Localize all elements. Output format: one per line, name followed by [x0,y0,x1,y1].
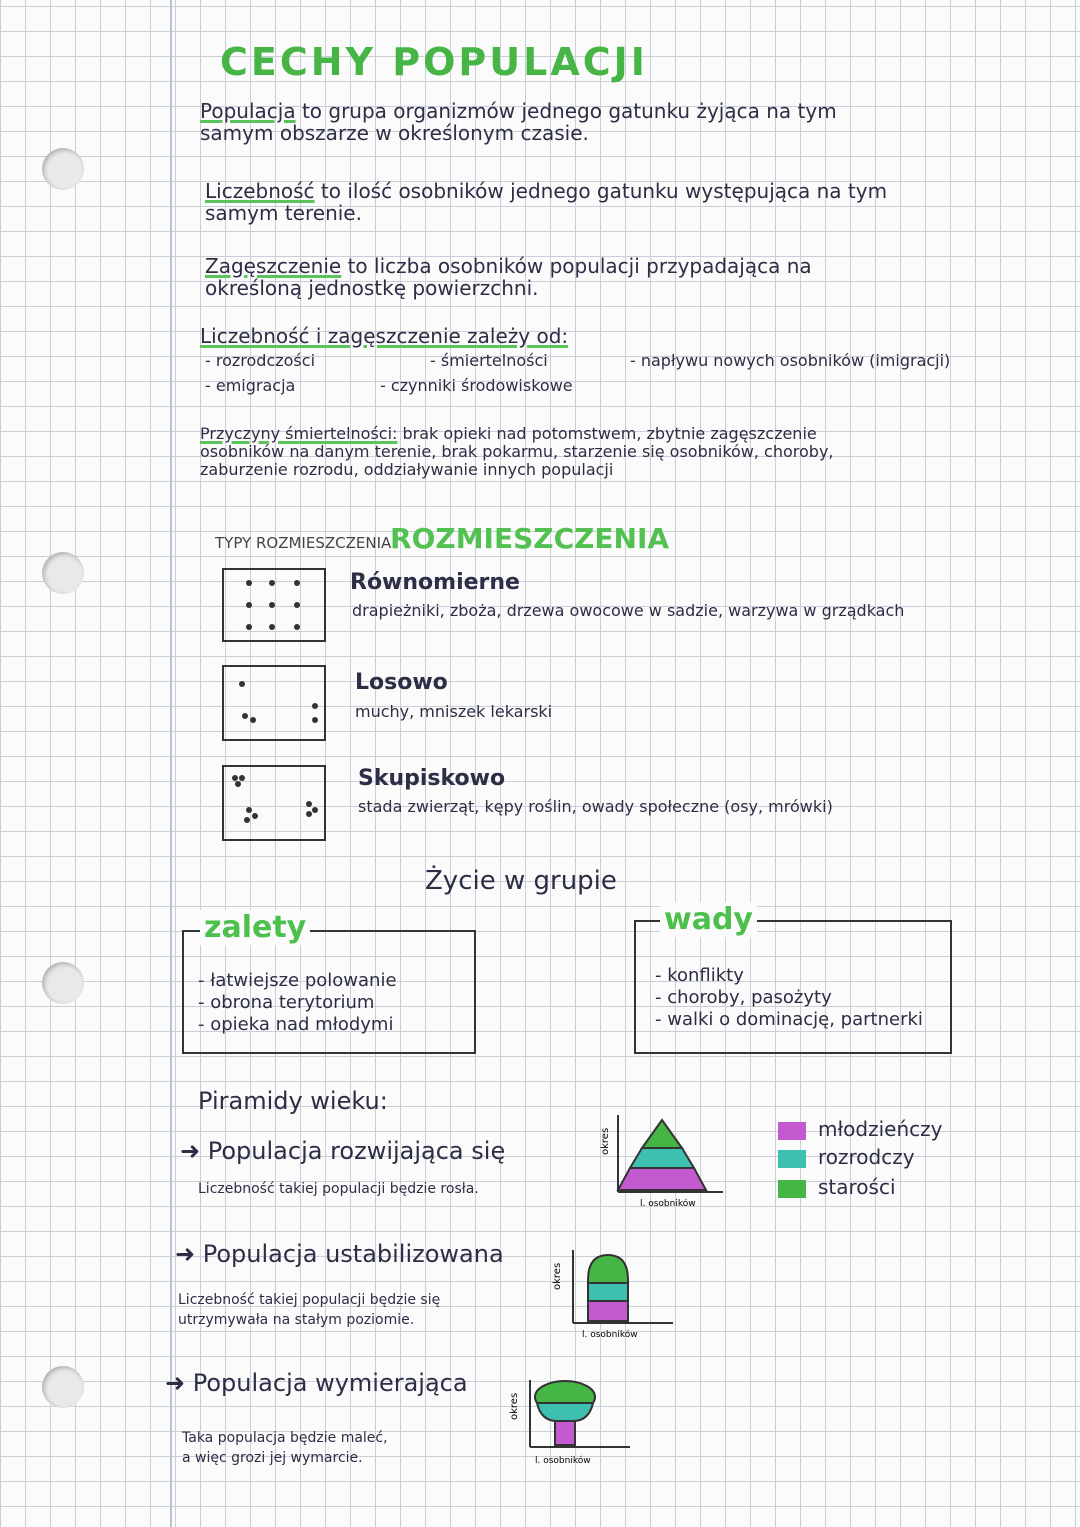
definition-liczebnosc [205,180,1025,224]
definition-line: to ilość osobników jednego gatunku występująca na tym [320,179,888,203]
pyramid-name: ➜ Populacja ustabilizowana [175,1240,504,1268]
term-liczebnosc: Liczebność [205,179,315,203]
punch-hole [42,552,84,594]
mortality-causes: Przyczyny śmiertelności: brak opieki nad potomstwem, zbytnie zagęszczenie osobników na danym terenie, brak pokarmu, starzenie się osobników, choroby, zaburzenie rozrodu, oddziaływanie innych populacji [200,424,834,479]
factor-item: - śmiertelności [430,351,548,370]
margin-line [170,0,172,1527]
definition-line: określoną jednostkę powierzchni. [205,276,539,300]
pyramid-desc: Taka populacja będzie maleć, a więc grozi jej wymarcie. [182,1430,388,1466]
pyramids-heading: Piramidy wieku: [198,1087,388,1115]
group-life-heading: Życie w grupie [425,866,617,896]
axis-label-y: okres [600,1127,611,1155]
distribution-clumped-diagram [222,765,326,841]
definition-line: to liczba osobników populacji przypadająca na [347,254,812,278]
legend-swatch-reproductive [778,1150,806,1168]
legend-swatch-juvenile [778,1122,806,1140]
term-populacja: Populacja [200,99,296,123]
axis-label-y: okres [552,1262,563,1290]
pros-label: zalety [200,910,310,945]
axis-label-y: okres [509,1392,520,1420]
factor-item: - rozrodczości [205,351,316,370]
axis-label-x: l. osobników [535,1456,591,1466]
factors-heading: Liczebność i zagęszczenie zależy od: [200,324,569,348]
pyramid-desc: Liczebność takiej populacji będzie się utrzymywała na stałym poziomie. [178,1292,441,1328]
cons-item: - choroby, pasożyty [655,987,832,1008]
punch-hole [42,1366,84,1408]
page-title: CECHY POPULACJI [220,40,648,84]
cons-item: - konflikty [655,965,744,986]
distribution-heading: TYPY ROZMIESZCZENIA ROZMIESZCZENIA [215,522,670,555]
distribution-examples: muchy, mniszek lekarski [355,702,553,721]
term-zageszczenie: Zagęszczenie [205,254,342,278]
legend-label: młodzieńczy [818,1117,943,1141]
axis-label-x: l. osobników [640,1199,696,1209]
distribution-name: Skupiskowo [358,766,506,791]
definition-zageszczenie [205,255,1025,299]
pyramid-growing-diagram [598,1110,728,1210]
pros-item: - opieka nad młodymi [198,1014,394,1035]
punch-hole [42,148,84,190]
distribution-name: Równomierne [350,570,520,595]
definition-populacja [200,100,1020,144]
distribution-name: Losowo [355,670,448,695]
factor-item: - napływu nowych osobników (imigracji) [630,351,951,370]
distribution-examples: drapieżniki, zboża, drzewa owocowe w sadzie, warzywa w grządkach [352,601,905,620]
pyramid-declining-diagram [505,1375,645,1475]
definition-line: samym obszarze w określonym czasie. [200,121,589,145]
term-mortality: Przyczyny śmiertelności: [200,424,398,443]
distribution-uniform-diagram [222,568,326,642]
cons-label: wady [660,902,757,937]
cons-list [655,965,923,1031]
punch-hole [42,962,84,1004]
pyramid-name: ➜ Populacja rozwijająca się [180,1137,506,1165]
legend-swatch-old-age [778,1180,806,1198]
legend-label: starości [818,1175,896,1199]
factor-item: - czynniki środowiskowe [380,376,573,395]
distribution-random-diagram [222,665,326,741]
pyramid-stable-diagram [548,1245,678,1345]
definition-line: to grupa organizmów jednego gatunku żyjąca na tym [301,99,837,123]
cons-item: - walki o dominację, partnerki [655,1009,923,1030]
legend-label: rozrodczy [818,1145,915,1169]
pyramid-desc: Liczebność takiej populacji będzie rosła. [198,1181,479,1197]
factor-item: - emigracja [205,376,296,395]
pros-item: - obrona terytorium [198,992,375,1013]
axis-label-x: l. osobników [582,1330,638,1340]
pyramid-name: ➜ Populacja wymierająca [165,1369,468,1397]
pros-list [198,970,397,1036]
definition-line: samym terenie. [205,201,362,225]
distribution-examples: stada zwierząt, kępy roślin, owady społeczne (osy, mrówki) [358,797,833,816]
pros-item: - łatwiejsze polowanie [198,970,397,991]
